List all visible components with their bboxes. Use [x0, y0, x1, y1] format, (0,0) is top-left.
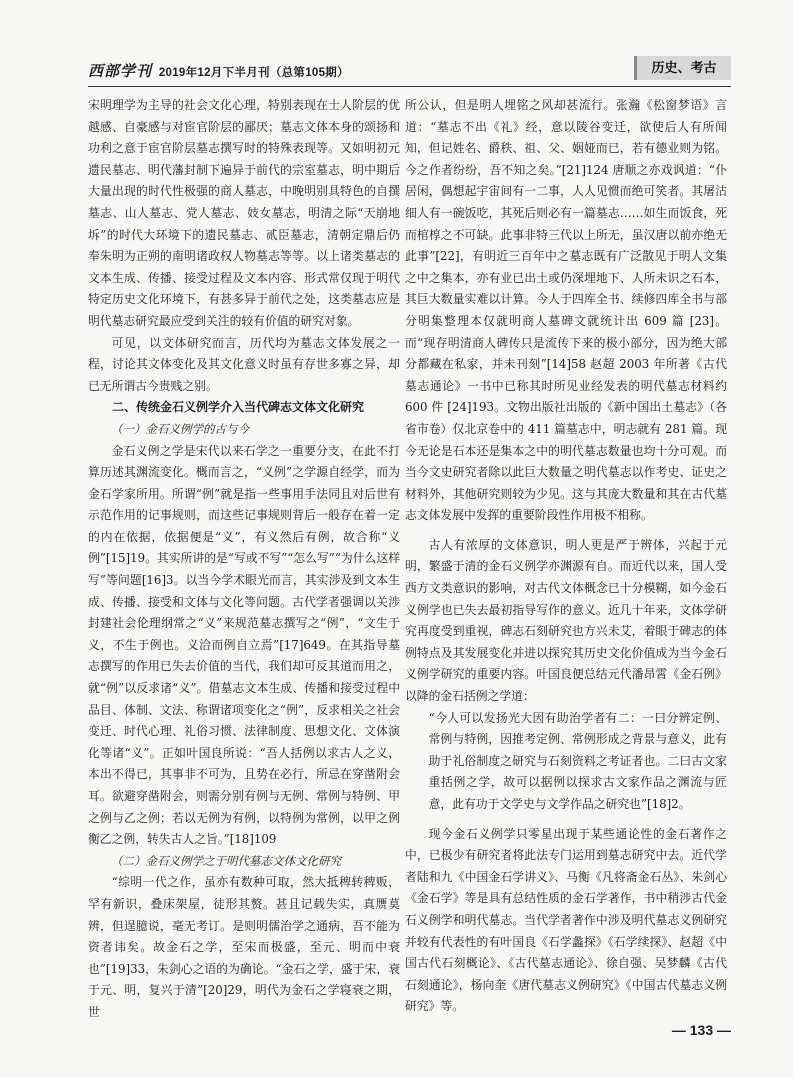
paragraph: 可见，以文体研究而言，历代均为墓志文体发展之一程，讨论其文体变化及其文化意义时虽有存世多寡之异，却已无所谓古今贵贱之别。 — [88, 335, 400, 393]
paragraph: 宋明理学为主导的社会文化心理，特别表现在士人阶层的优越感、自豪感与对宦官阶层的鄙厌；墓志文体本身的颂扬和功利之意于宦官阶层墓志撰写时的特殊表现等。又如明初元遗民墓志、明代藩封制下遍异于前代的宗室墓志，明中期后大量出现的时代性极强的商人墓志，中晚明别具特色的自撰墓志、山人墓志、党人墓志、妓女墓志，明清之际“天崩地坼”的时代大环境下的遗民墓志、贰臣墓志，清朝定鼎后仍奉朱明为正朔的南明诸政权人物墓志等等。以上诸类墓志的文本生成、传播、接受过程及文本内容、形式常仅现于明代特定历史文化环境下，有甚多异于前代之处，这类墓志应是明代墓志研究最应受到关注的较有价值的研究对象。 — [88, 98, 400, 328]
left-column — [88, 95, 400, 1024]
paragraph: 现今金石义例学只零星出现于某些通论性的金石著作之中，已极少有研究者将此法专门运用到墓志研究中去。近代学者陆和九《中国金石学讲义》、马衡《凡将斋金石丛》、朱剑心《金石学》等是具有总结性质的金石学著作，书中稍涉古代金石义例学和明代墓志。当代学者著作中涉及明代墓志义例研究并较有代表性的有叶国良《石学蠡探》《石学续探》、赵超《中国古代石刻概论》、《古代墓志通论》、徐自强、吴梦麟《古代石刻通论》，杨向奎《唐代墓志义例研究》《中国古代墓志义例研究》等。 — [405, 826, 727, 1014]
journal-logo: 西部学刊 — [88, 62, 153, 80]
paragraph: 金石义例之学是宋代以来石学之一重要分支，在此不打算历述其渊流变化。概而言之，“义例”之学源自经学，而为金石学家所用。所谓“例”就是指一些事用手法同且对后世有示范作用的记事规则，而这些记事规则背后一般存在着一定的内在依据，依据便是“义”，有义然后有例，故合称“义例”[15]19。其实所讲的是“写或不写”“怎么写”“为什么这样写”等问题[16]3。以当今学术眼光而言，其实涉及到文本生成、传播、接受和文体与文化等问题。古代学者强调以关涉封建社会伦理纲常之“义”来规范墓志撰写之“例”，“文生于义，不生于例也。义洽而例自立焉”[17]649。在其指导墓志撰写的作用已失去价值的当代，我们却可反其道而用之，就“例”以反求诸“义”。借墓志文本生成、传播和接受过程中品目、体制、文法、称谓诸项变化之“例”，反求相关之社会变迁、时代心理、礼俗习惯、法律制度、思想文化、文体演化等诸“义”。正如叶国良所说：“吾人括例以求古人之义，本出不得已，其事非不可为，且势在必行，所忌在穿凿附会耳。欲避穿凿附会，则需分别有例与无例、常例与特例、甲之例与乙之例；若以无例为有例，以特例为常例，以甲之例衡乙之例，转失古人之旨。”[18]109 — [88, 443, 400, 847]
header-rule — [88, 86, 731, 87]
paragraph: 古人有浓厚的文体意识，明人更是严于辨体，兴起于元明，繁盛于清的金石义例学亦渊源有自。而近代以来，国人受西方文类意识的影响，对古代文体概念已十分模糊，如今金石义例学也已失去最初指导写作的意义。近几十年来，文体学研究再度受到重视，碑志石刻研究也方兴未艾，着眼于碑志的体例特点及其发展变化并进以探究其历史文化价值成为当今金石义例学研究的重要内容。叶国良便总结元代潘昂霄《金石例》以降的金石括例之学道： — [405, 537, 727, 704]
page-header — [88, 54, 731, 84]
section-tag: 历史、考古 — [634, 56, 731, 80]
paragraph: “综明一代之作，虽亦有数种可取，然大抵稗转稗贩，罕有新识，叠床架屋，徒形其赘。甚且记载失实，真赝莫辨，但逞臆说，毫无考订。是则明儒治学之通病，吾不能为资者讳矣。故金石之学，至宋而极盛，至元、明而中衰也”[19]33，朱剑心之语的为确论。“金石之学，盛于宋，衰于元、明，复兴于清”[20]29，明代为金石之学寝衰之期，世 — [88, 875, 400, 1019]
spacer — [405, 816, 727, 824]
right-column — [405, 95, 727, 1018]
paragraph: 所公认，但是明人埋铭之风却甚流行。张瀚《松窗梦语》言道：“墓志不出《礼》经，意以陵谷变迁，欲使后人有所闻知，但记姓名、爵秩、祖、父、姻娅而已，若有德业则为铭。今之作者纷纷，吾不知之矣。”[21]124 唐顺之亦戏讽道：“仆居闲，偶想起宇宙间有一二事，人人见惯而绝可笑者。其屠沽细人有一碗饭吃，其死后则必有一篇墓志……如生而饭食，死而棺椁之不可缺。此事非特三代以上所无，虽汉唐以前亦绝无此事”[22]，有明近三百年中之墓志既有广泛散见于明人文集之中之集本，亦有业已出土或仍深埋地下、人所未识之石本，其巨大数量实难以计算。今人于四库全书、续修四库全书与部分明集整理本仅就明商人墓碑文就统计出 609 篇 [23]。而“现存明清商人碑传只是流传下来的极小部分，因为绝大部分都藏在私家，并未刊刻”[14]58 赵超 2003 年所著《古代墓志通论》一书中已称其时所见业经发表的明代墓志材料约 600 件 [24]193。文物出版社出版的《新中国出土墓志》（各省市卷）仅北京卷中的 411 篇墓志中，明志就有 281 篇。现今无论是石本还是集本之中的明代墓志数量也均十分可观。而当今文史研究者除以此巨大数量之明代墓志以作考史、证史之材料外，其他研究则较为少见。这与其庞大数量和其在古代墓志文体发展中发挥的重要阶段性作用极不相称。 — [405, 98, 727, 523]
quote-text: “今人可以发扬光大因有助治学者有二：一曰分辨定例、常例与特例，因推考定例、常例形成之背景与意义，此有助于礼俗制度之研究与石刻资料之考证者也。二曰古文家重括例之学，故可以据例以探求古文家作品之渊流与匠意，此有功于文学史与文学作品之研究也”[18]2。 — [428, 710, 727, 811]
spacer — [405, 527, 727, 535]
subsection-heading: （一）金石义例学的古与今 — [111, 421, 249, 436]
section-heading: 二、传统金石义例学介入当代碑志文体文化研究 — [112, 400, 365, 415]
block-quote — [429, 708, 727, 816]
issue-label: 2019年12月下半月刊（总第105期） — [158, 67, 349, 79]
page-number: — 133 — — [671, 1022, 731, 1038]
journal-header — [88, 60, 349, 81]
subsection-heading: （二）金石义例学之于明代墓志文体文化研究 — [111, 853, 341, 868]
